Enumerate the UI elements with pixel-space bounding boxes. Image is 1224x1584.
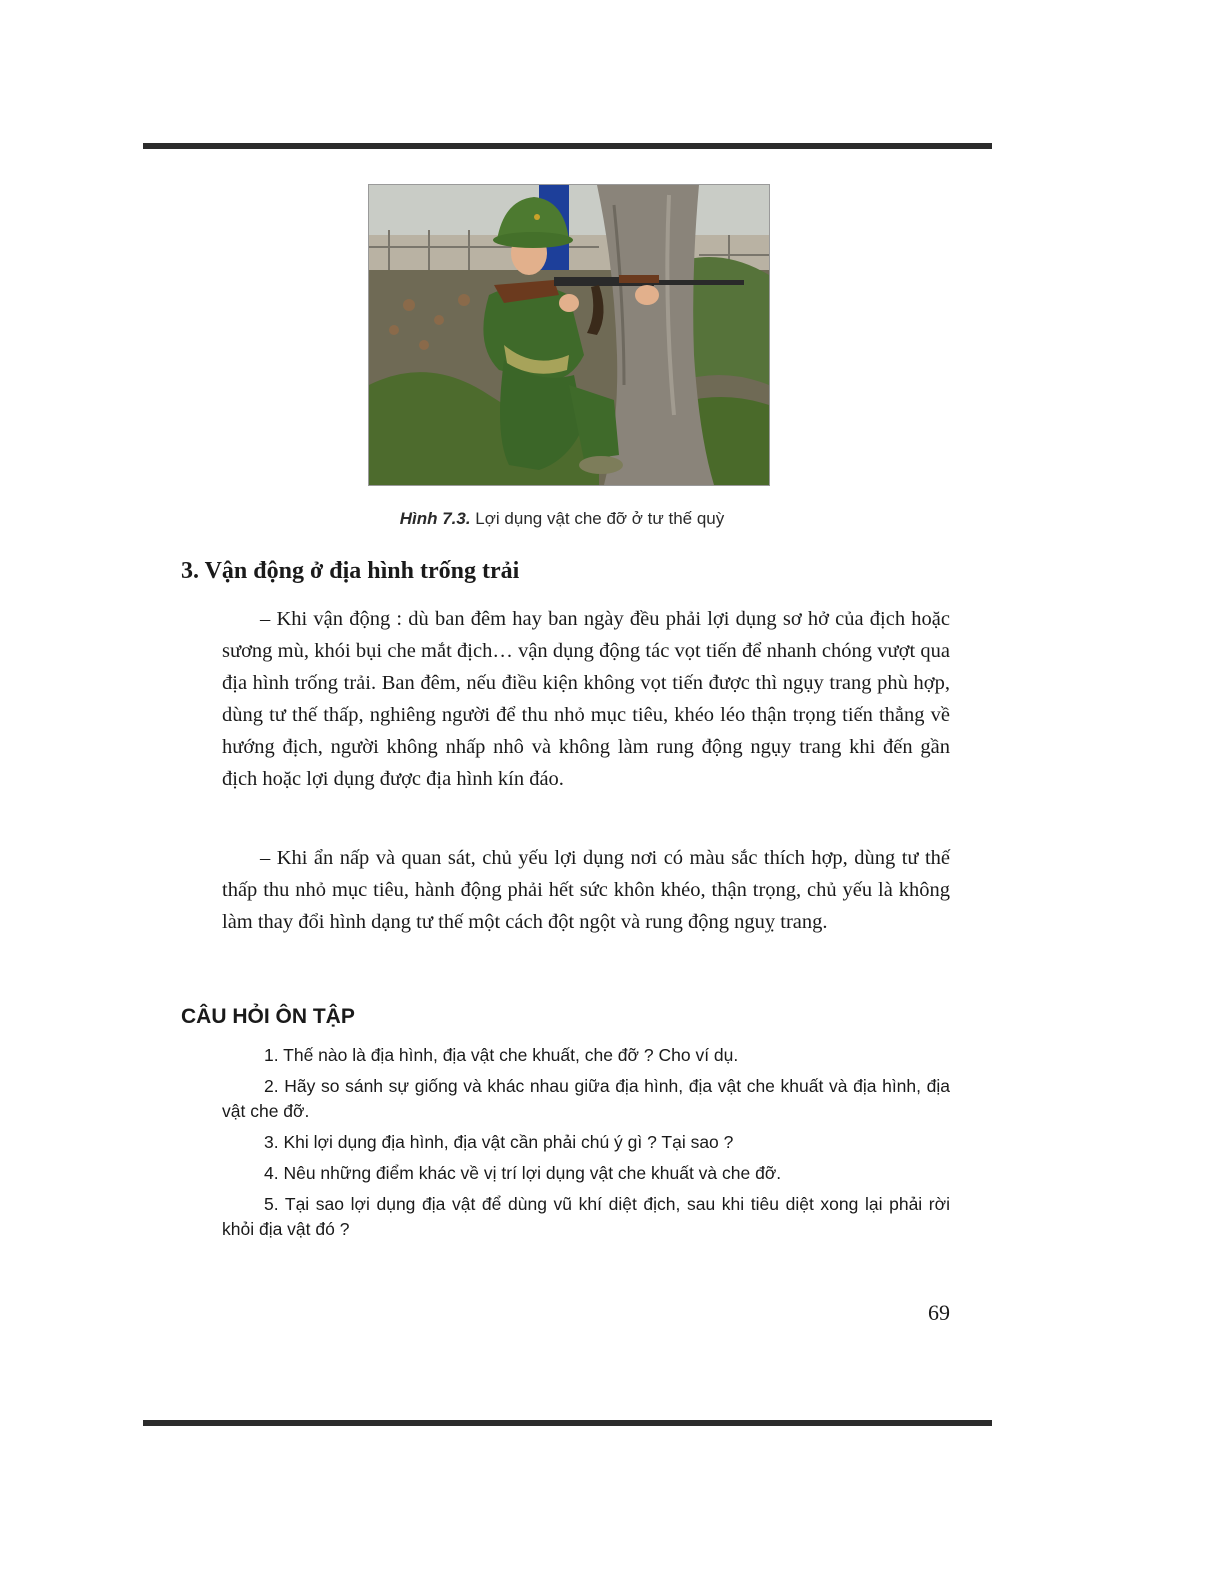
figure-photo	[368, 184, 770, 486]
review-question-list	[222, 1043, 950, 1248]
page-number: 69	[928, 1300, 950, 1325]
body-paragraph: – Khi vận động : dù ban đêm hay ban ngày đều phải lợi dụng sơ hở của địch hoặc sương mù, khói bụi che mắt địch… vận dụng động tác vọt tiến để nhanh chóng vượt qua địa hình trống trải. Ban đêm, nếu điều kiện không vọt tiến được thì ngụy trang phù hợp, dùng tư thế thấp, nghiêng người để thu nhỏ mục tiêu, khéo léo thận trọng tiến thẳng về hướng địch, người không nhấp nhô và không làm rung động ngụy trang khi đến gần địch hoặc lợi dụng được địa hình kín đáo.	[222, 608, 950, 790]
review-question: 4. Nêu những điểm khác về vị trí lợi dụng vật che khuất và che đỡ.	[264, 1163, 782, 1183]
soldier-kneeling-behind-tree-image	[369, 185, 769, 485]
review-question: 1. Thế nào là địa hình, địa vật che khuất, che đỡ ? Cho ví dụ.	[264, 1045, 739, 1065]
review-question: 5. Tại sao lợi dụng địa vật để dùng vũ khí diệt địch, sau khi tiêu diệt xong lại phải rời khỏi địa vật đó ?	[222, 1194, 950, 1239]
bottom-rule	[143, 1420, 992, 1426]
figure-caption-text: Lợi dụng vật che đỡ ở tư thế quỳ	[470, 509, 725, 528]
section-heading: 3. Vận động ở địa hình trống trải	[181, 558, 520, 584]
figure-caption	[0, 509, 1124, 529]
top-rule	[143, 143, 992, 149]
review-question: 2. Hãy so sánh sự giống và khác nhau giữa địa hình, địa vật che khuất và địa hình, địa vật che đỡ.	[222, 1076, 950, 1121]
body-paragraph: – Khi ẩn nấp và quan sát, chủ yếu lợi dụng nơi có màu sắc thích hợp, dùng tư thế thấp thu nhỏ mục tiêu, hành động phải hết sức khôn khéo, thận trọng, chủ yếu là không làm thay đổi hình dạng tư thế một cách đột ngột và rung động nguỵ trang.	[222, 847, 950, 933]
figure-caption-label: Hình 7.3.	[399, 509, 471, 528]
review-question: 3. Khi lợi dụng địa hình, địa vật cần phải chú ý gì ? Tại sao ?	[264, 1132, 734, 1152]
review-questions-heading: CÂU HỎI ÔN TẬP	[181, 1005, 355, 1028]
